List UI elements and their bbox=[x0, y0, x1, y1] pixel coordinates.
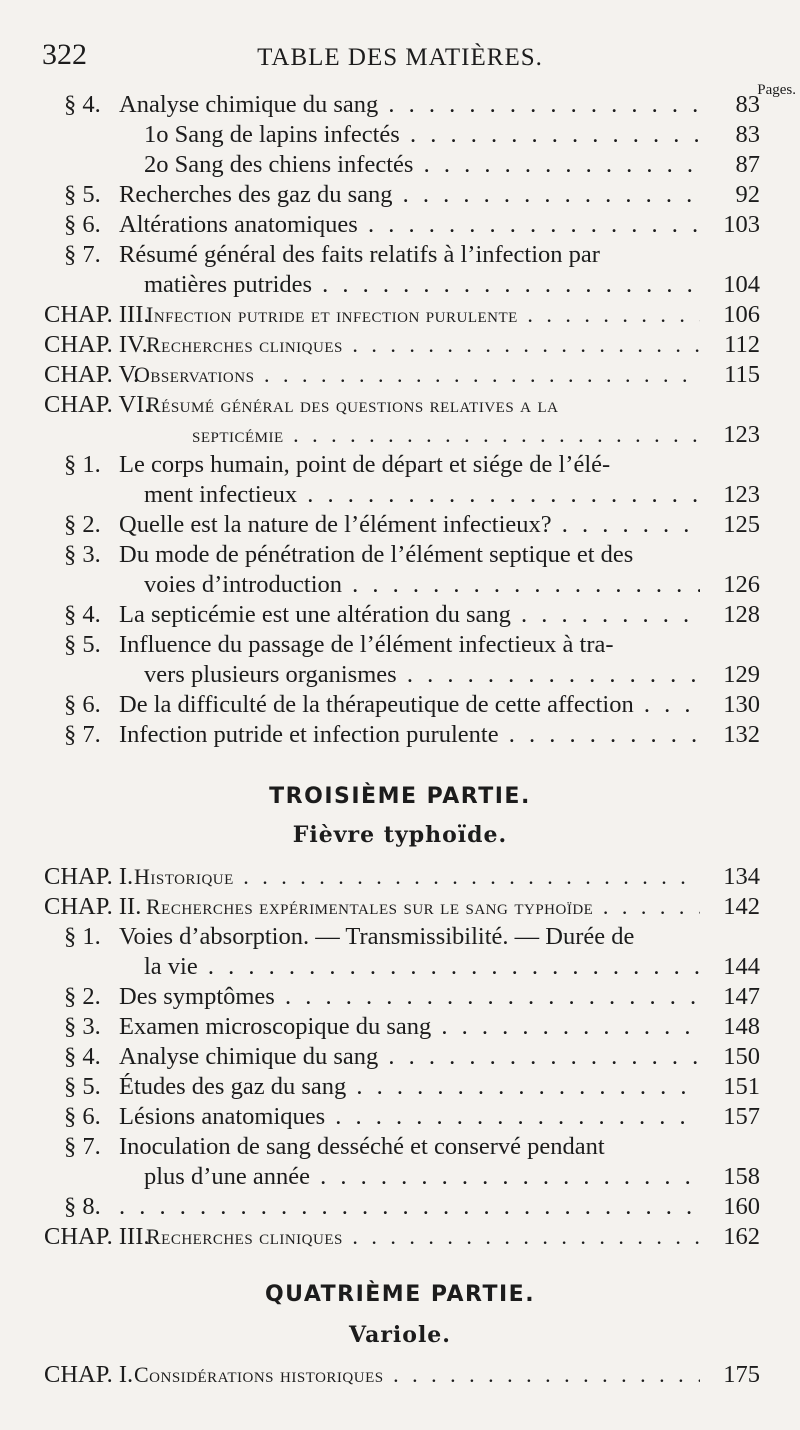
toc-line-page: 128 bbox=[723, 601, 760, 628]
toc-line bbox=[44, 1222, 762, 1252]
toc-line bbox=[44, 982, 762, 1012]
toc-line-text: Recherches expérimentales sur le sang typhoïde . . . bbox=[146, 892, 700, 922]
toc-line bbox=[44, 1162, 762, 1192]
toc-line-page: 106 bbox=[723, 301, 760, 328]
toc-line-text: Observations . . . bbox=[134, 360, 700, 390]
toc-line-text: Résumé général des faits relatifs à l’infection par bbox=[119, 241, 600, 268]
toc-line-page: 103 bbox=[723, 211, 760, 238]
toc-line bbox=[44, 1102, 762, 1132]
toc-line-label: § 8. bbox=[64, 1193, 101, 1220]
toc-line-label: CHAP. VI. bbox=[44, 391, 151, 418]
toc-line bbox=[44, 120, 762, 150]
toc-line-label: CHAP. III. bbox=[44, 1223, 150, 1250]
toc-line-text: De la difficulté de la thérapeutique de cette affection . . . bbox=[119, 690, 700, 720]
toc-line-text: la vie . . . bbox=[144, 952, 700, 982]
toc-line-text: ment infectieux . . . bbox=[144, 480, 700, 510]
toc-line-label: § 6. bbox=[64, 1103, 101, 1130]
toc-line-text: Considérations historiques . . . bbox=[134, 1360, 700, 1390]
toc-line-page: 125 bbox=[723, 511, 760, 538]
toc-line bbox=[44, 510, 762, 540]
toc-line bbox=[44, 540, 762, 570]
toc-line bbox=[44, 270, 762, 300]
toc-line bbox=[44, 1042, 762, 1072]
toc-line-page: 83 bbox=[735, 91, 760, 118]
toc-line bbox=[44, 1360, 762, 1390]
toc-line bbox=[44, 1012, 762, 1042]
toc-line-page: 92 bbox=[735, 181, 760, 208]
toc-line-text: Des symptômes . . . bbox=[119, 982, 700, 1012]
part-title-4: QUATRIÈME PARTIE. bbox=[264, 1282, 536, 1307]
toc-line-text: Résumé général des questions relatives a la bbox=[146, 392, 559, 417]
toc-line-page: 150 bbox=[723, 1043, 760, 1070]
toc-line-label: CHAP. IV. bbox=[44, 331, 148, 358]
toc-line-page: 83 bbox=[735, 121, 760, 148]
toc-line-label: § 5. bbox=[64, 1073, 101, 1100]
toc-line-text: Lésions anatomiques . . . bbox=[119, 1102, 700, 1132]
toc-line-text: Analyse chimique du sang . . . bbox=[119, 90, 700, 120]
toc-line bbox=[44, 1192, 762, 1222]
toc-line-text: Études des gaz du sang . . . bbox=[119, 1072, 700, 1102]
toc-line-text: Du mode de pénétration de l’élément septique et des bbox=[119, 541, 634, 568]
toc-line-page: 104 bbox=[723, 271, 760, 298]
running-title: TABLE DES MATIÈRES. bbox=[257, 44, 543, 71]
toc-line-page: 112 bbox=[724, 331, 760, 358]
toc-line bbox=[44, 240, 762, 270]
toc-line-page: 162 bbox=[723, 1223, 760, 1250]
toc-line-page: 158 bbox=[723, 1163, 760, 1190]
toc-line-label: § 4. bbox=[64, 91, 101, 118]
toc-line-text: 2o Sang des chiens infectés . . . bbox=[144, 150, 700, 180]
toc-line bbox=[44, 390, 762, 420]
toc-line-text: Infection putride et infection purulente . . . bbox=[119, 720, 700, 750]
toc-line bbox=[44, 720, 762, 750]
toc-line-label: § 6. bbox=[64, 211, 101, 238]
toc-line bbox=[44, 660, 762, 690]
toc-line bbox=[44, 892, 762, 922]
part-subtitle-4: Variole. bbox=[349, 1322, 451, 1348]
toc-line-text: Infection putride et infection purulente . . . bbox=[146, 300, 700, 330]
toc-line-page: 129 bbox=[723, 661, 760, 688]
toc-line-label: CHAP. III. bbox=[44, 301, 150, 328]
toc-line bbox=[44, 570, 762, 600]
toc-line-text: matières putrides . . . bbox=[144, 270, 700, 300]
toc-line-text: Recherches des gaz du sang . . . bbox=[119, 180, 700, 210]
toc-line bbox=[44, 1072, 762, 1102]
toc-line-text: voies d’introduction . . . bbox=[144, 570, 700, 600]
toc-line bbox=[44, 360, 762, 390]
toc-line-text: 1o Sang de lapins infectés . . . bbox=[144, 120, 700, 150]
toc-line-text: septicémie . . . bbox=[192, 420, 700, 450]
page-header bbox=[42, 38, 758, 78]
toc-section-3 bbox=[44, 862, 762, 1252]
toc-line bbox=[44, 210, 762, 240]
toc-line bbox=[44, 150, 762, 180]
toc-line-label: § 4. bbox=[64, 1043, 101, 1070]
toc-line-label: § 3. bbox=[64, 541, 101, 568]
toc-line-page: 132 bbox=[723, 721, 760, 748]
toc-line-page: 87 bbox=[735, 151, 760, 178]
toc-line-text bbox=[119, 1192, 700, 1222]
toc-line-label: § 6. bbox=[64, 691, 101, 718]
toc-line-page: 123 bbox=[723, 421, 760, 448]
toc-line-label: CHAP. I. bbox=[44, 1361, 134, 1388]
toc-line bbox=[44, 330, 762, 360]
toc-line-text: Altérations anatomiques . . . bbox=[119, 210, 700, 240]
toc-line-page: 115 bbox=[724, 361, 760, 388]
toc-line-page: 151 bbox=[723, 1073, 760, 1100]
toc-line-label: § 7. bbox=[64, 1133, 101, 1160]
toc-line-page: 134 bbox=[723, 863, 760, 890]
toc-line-text: Quelle est la nature de l’élément infectieux? . . . bbox=[119, 510, 700, 540]
toc-line bbox=[44, 300, 762, 330]
toc-line-text: Recherches cliniques . . . bbox=[146, 1222, 700, 1252]
toc-line bbox=[44, 952, 762, 982]
toc-line-page: 148 bbox=[723, 1013, 760, 1040]
page-number: 322 bbox=[42, 38, 87, 71]
toc-line-label: § 2. bbox=[64, 983, 101, 1010]
toc-line-label: § 1. bbox=[64, 923, 101, 950]
toc-line-label: CHAP. II. bbox=[44, 893, 142, 920]
toc-line-text: Voies d’absorption. — Transmissibilité. — Durée de bbox=[119, 923, 635, 950]
toc-line-text: plus d’une année . . . bbox=[144, 1162, 700, 1192]
toc-line-page: 142 bbox=[723, 893, 760, 920]
toc-line-label: § 7. bbox=[64, 721, 101, 748]
toc-line-label: § 3. bbox=[64, 1013, 101, 1040]
toc-line-page: 123 bbox=[723, 481, 760, 508]
toc-line bbox=[44, 450, 762, 480]
toc-line-label: § 4. bbox=[64, 601, 101, 628]
toc-line-label: CHAP. I. bbox=[44, 863, 134, 890]
toc-line-page: 175 bbox=[723, 1361, 760, 1388]
toc-line-text: Historique . . . bbox=[134, 862, 700, 892]
toc-line bbox=[44, 1132, 762, 1162]
toc-line bbox=[44, 180, 762, 210]
toc-line-text: Examen microscopique du sang . . . bbox=[119, 1012, 700, 1042]
pages-column-label: Pages. bbox=[757, 82, 796, 98]
toc-line-text: La septicémie est une altération du sang . . . bbox=[119, 600, 700, 630]
toc-line-label: § 5. bbox=[64, 631, 101, 658]
toc-line-text: Analyse chimique du sang . . . bbox=[119, 1042, 700, 1072]
toc-line bbox=[44, 600, 762, 630]
toc-line bbox=[44, 90, 762, 120]
toc-line bbox=[44, 922, 762, 952]
toc-line-page: 157 bbox=[723, 1103, 760, 1130]
toc-line-page: 144 bbox=[723, 953, 760, 980]
toc-line-text: Recherches cliniques . . . bbox=[146, 330, 700, 360]
toc-line bbox=[44, 480, 762, 510]
toc-line-label: § 7. bbox=[64, 241, 101, 268]
part-subtitle-3: Fièvre typhoïde. bbox=[292, 822, 508, 848]
toc-section-4 bbox=[44, 1360, 762, 1390]
toc-line bbox=[44, 862, 762, 892]
toc-line-page: 126 bbox=[723, 571, 760, 598]
toc-line-page: 160 bbox=[723, 1193, 760, 1220]
toc-line-label: CHAP. V. bbox=[44, 361, 140, 388]
toc-section-2-end bbox=[44, 90, 762, 750]
toc-line bbox=[44, 420, 762, 450]
toc-line-page: 147 bbox=[723, 983, 760, 1010]
toc-line bbox=[44, 690, 762, 720]
toc-line-text: Le corps humain, point de départ et siége de l’élé- bbox=[119, 451, 611, 478]
toc-line-label: § 1. bbox=[64, 451, 101, 478]
toc-line-text: vers plusieurs organismes . . . bbox=[144, 660, 700, 690]
toc-line-text: Influence du passage de l’élément infectieux à tra- bbox=[119, 631, 614, 658]
toc-line-label: § 5. bbox=[64, 181, 101, 208]
toc-line-label: § 2. bbox=[64, 511, 101, 538]
part-title-3: TROISIÈME PARTIE. bbox=[269, 784, 531, 809]
toc-line-text: Inoculation de sang desséché et conservé pendant bbox=[119, 1133, 605, 1160]
toc-line-page: 130 bbox=[723, 691, 760, 718]
toc-line bbox=[44, 630, 762, 660]
